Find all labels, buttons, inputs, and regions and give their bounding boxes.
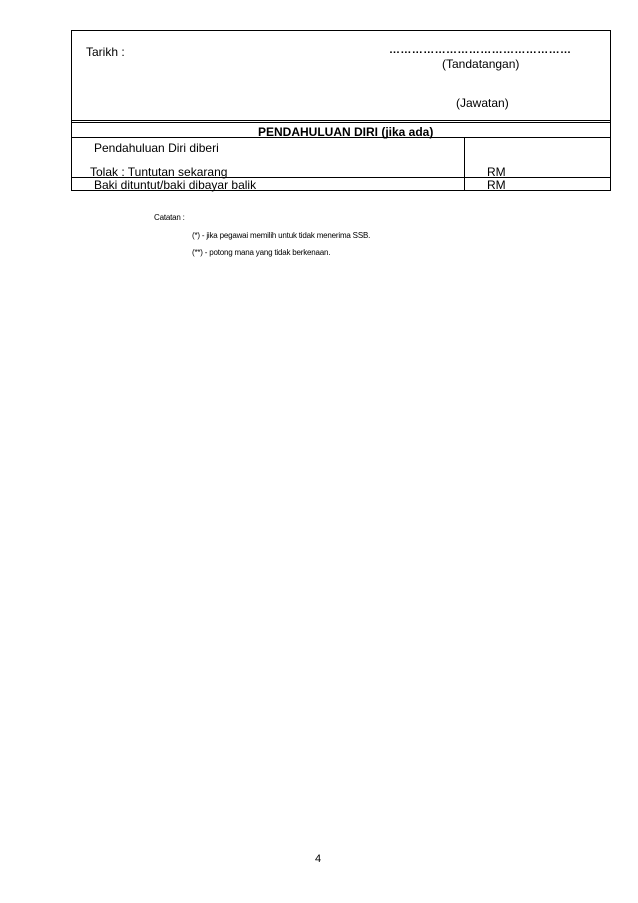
signature-line: ………………………………………… <box>389 44 572 56</box>
notes-title: Catatan : <box>154 213 185 222</box>
heading-divider <box>72 137 610 138</box>
current-claim-label: Tolak : Tuntutan sekarang <box>90 165 228 179</box>
date-label: Tarikh : <box>86 45 125 59</box>
position-label: (Jawatan) <box>456 96 509 110</box>
current-claim-currency: RM <box>487 165 506 179</box>
note-item-ssb: (*) - jika pegawai memilih untuk tidak menerima SSB. <box>192 231 371 240</box>
balance-currency: RM <box>487 178 506 192</box>
advance-given-label: Pendahuluan Diri diberi <box>94 141 219 155</box>
section-divider <box>72 120 610 123</box>
note-item-strike: (**) - potong mana yang tidak berkenaan. <box>192 248 331 257</box>
advance-section-heading: PENDAHULUAN DIRI (jika ada) <box>258 125 434 139</box>
currency-column-divider <box>464 137 465 191</box>
balance-label: Baki dituntut/baki dibayar balik <box>94 178 257 192</box>
page-number: 4 <box>315 853 322 865</box>
claim-form-box <box>71 30 611 191</box>
signature-label: (Tandatangan) <box>442 57 520 71</box>
